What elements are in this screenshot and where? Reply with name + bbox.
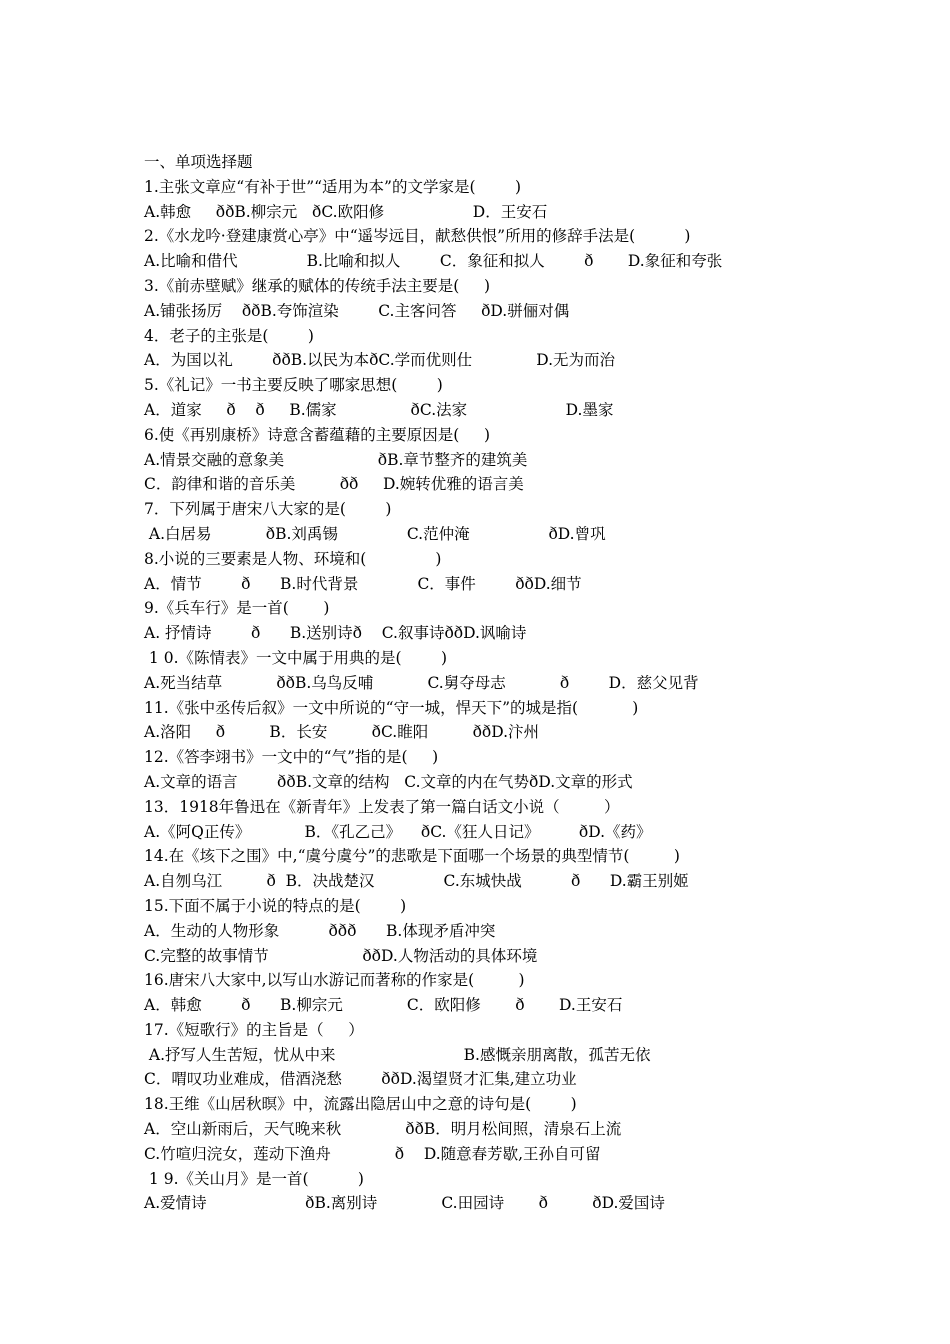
option-line: A．为国以礼 ððB.以民为本ðC.学而优则仕 D.无为而治 (144, 351, 616, 370)
question-line: 13．1918年鲁迅在《新青年》上发表了第一篇白话文小说（ ） (144, 797, 620, 816)
option-line: A.白居易 ðB.刘禹锡 C.范仲淹 ðD.曾巩 (144, 524, 606, 543)
exam-content (144, 150, 844, 1216)
question-line: 1 0.《陈情表》一文中属于用典的是( ) (144, 648, 448, 667)
question-line: 1.主张文章应“有补于世”“适用为本”的文学家是( ) (144, 177, 521, 196)
option-line: A.铺张扬厉 ððB.夸饰渲染 C.主客问答 ðD.骈俪对偶 (144, 301, 570, 320)
option-line: C．喟叹功业难成，借酒浇愁 ððD.渴望贤才汇集,建立功业 (144, 1070, 577, 1089)
question-line: 11.《张中丞传后叙》一文中所说的“守一城，悍天下”的城是指( ) (144, 698, 639, 717)
option-line: A.洛阳 ð B．长安 ðC.睢阳 ððD.汴州 (144, 723, 540, 742)
question-line: 18.王维《山居秋暝》中，流露出隐居山中之意的诗句是( ) (144, 1095, 577, 1114)
question-line: 2.《水龙吟·登建康赏心亭》中“遥岑远目，献愁供恨”所用的修辞手法是( ) (144, 227, 691, 246)
option-line: A.死当结草 ððB.乌鸟反哺 C.舅夺母志 ð D．慈父见背 (144, 673, 699, 692)
question-line: 5.《礼记》一书主要反映了哪家思想( ) (144, 376, 443, 395)
option-line: A．情节 ð B.时代背景 C．事件 ððD.细节 (144, 574, 582, 593)
question-line: 16.唐宋八大家中,以写山水游记而著称的作家是( ) (144, 971, 525, 990)
option-line: A.爱情诗 ðB.离别诗 C.田园诗 ð ðD.爱国诗 (144, 1194, 665, 1213)
question-line: 1 9.《关山月》是一首( ) (144, 1169, 364, 1188)
option-line: A.自刎乌江 ð B．决战楚汉 C.东城快战 ð D.霸王别姬 (144, 872, 689, 891)
option-line: A．空山新雨后，天气晚来秋 ððB．明月松间照，清泉石上流 (144, 1120, 622, 1139)
question-line: 8.小说的三要素是人物、环境和( ) (144, 549, 442, 568)
option-line: C.完整的故事情节 ððD.人物活动的具体环境 (144, 946, 538, 965)
option-line: A.《阿Q正传》 B．《孔乙己》 ðC.《狂人日记》 ðD.《药》 (144, 822, 652, 841)
section-heading: 一、单项选择题 (144, 153, 253, 171)
question-line: 9.《兵车行》是一首( ) (144, 599, 330, 618)
option-line: A.抒写人生苦短，忧从中来 B.感慨亲朋离散，孤苦无依 (144, 1045, 651, 1064)
question-line: 7．下列属于唐宋八大家的是( ) (144, 500, 392, 519)
question-line: 3.《前赤壁赋》继承的赋体的传统手法主要是( ) (144, 276, 491, 295)
question-line: 17.《短歌行》的主旨是（ ） (144, 1020, 364, 1039)
question-line: 15.下面不属于小说的特点的是( ) (144, 896, 407, 915)
option-line: A.韩愈 ððB.柳宗元 ðC.欧阳修 D．王安石 (144, 202, 548, 221)
question-line: 12.《答李翊书》一文中的“气”指的是( ) (144, 748, 439, 767)
option-line: A．道家 ð ð B.儒家 ðC.法家 D.墨家 (144, 400, 614, 419)
option-line: A.比喻和借代 B.比喻和拟人 C．象征和拟人 ð D.象征和夸张 (144, 252, 723, 271)
option-line: A.文章的语言 ððB.文章的结构 C.文章的内在气势ðD.文章的形式 (144, 772, 633, 791)
option-line: C．韵律和谐的音乐美 ðð D.婉转优雅的语言美 (144, 475, 524, 494)
option-line: A．生动的人物形象 ððð B.体现矛盾冲突 (144, 921, 496, 940)
option-line: A．韩愈 ð B.柳宗元 C．欧阳修 ð D.王安石 (144, 996, 623, 1015)
option-line: A.情景交融的意象美 ðB.章节整齐的建筑美 (144, 450, 528, 469)
option-line: A. 抒情诗 ð B.送别诗ð C.叙事诗ððD.讽喻诗 (144, 624, 527, 643)
question-line: 6.使《再别康桥》诗意含蓄蕴藉的主要原因是( ) (144, 425, 491, 444)
question-line: 14.在《垓下之围》中,“虞兮虞兮”的悲歌是下面哪一个场景的典型情节( ) (144, 847, 680, 866)
option-line: C.竹喧归浣女，莲动下渔舟 ð D.随意春芳歇,王孙自可留 (144, 1144, 601, 1163)
question-line: 4．老子的主张是( ) (144, 326, 314, 345)
